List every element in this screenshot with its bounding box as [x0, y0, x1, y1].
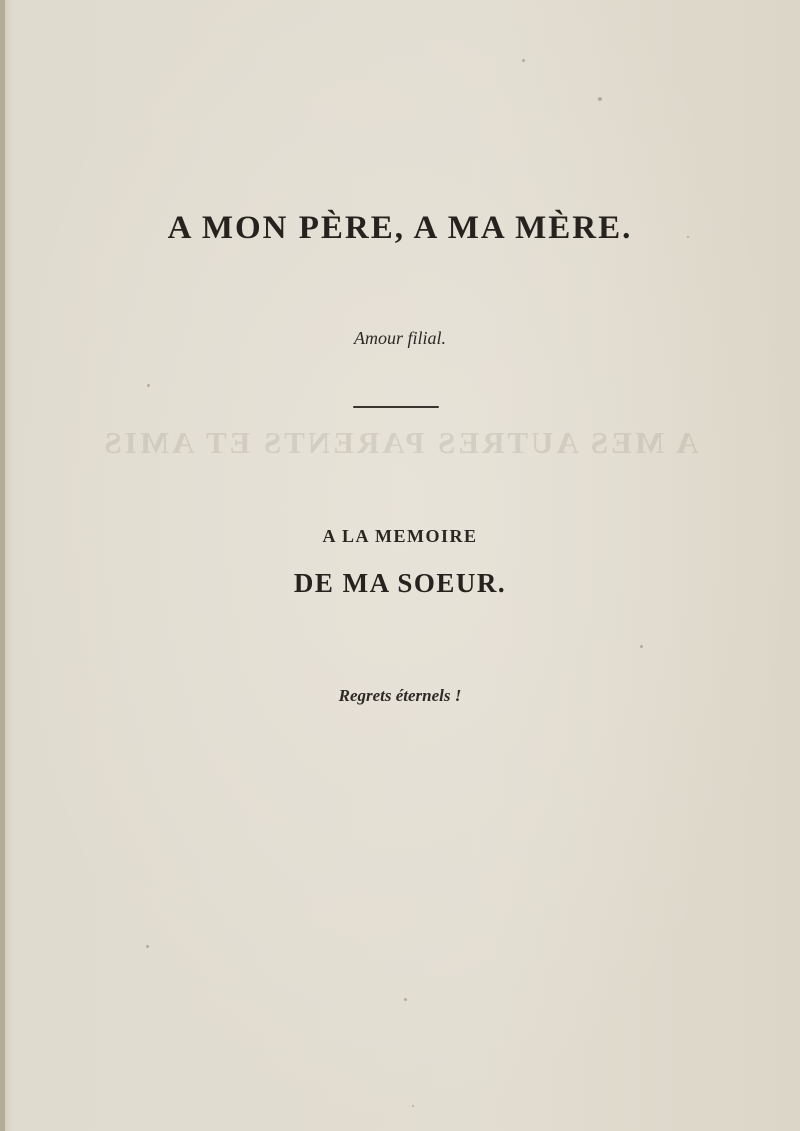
paper-speck [640, 645, 643, 648]
divider-rule [353, 406, 439, 408]
page-binding-edge [0, 0, 5, 1131]
memorial-heading: A LA MEMOIRE [322, 526, 478, 546]
paper-speck [146, 945, 149, 948]
bleed-through-text: A MES AUTRES PARENTS ET AMIS [101, 425, 699, 460]
paper-speck [687, 236, 689, 238]
dedication-subtitle: Amour filial. [353, 328, 446, 348]
memorial-closing: Regrets éternels ! [338, 686, 462, 705]
paper-speck [412, 1105, 414, 1107]
dedication-title: A MON PÈRE, A MA MÈRE. [167, 210, 633, 246]
memorial-name: DE MA SOEUR. [293, 568, 507, 598]
paper-speck [147, 384, 150, 387]
paper-speck [522, 59, 525, 62]
paper-speck [598, 97, 602, 101]
paper-speck [404, 998, 407, 1001]
